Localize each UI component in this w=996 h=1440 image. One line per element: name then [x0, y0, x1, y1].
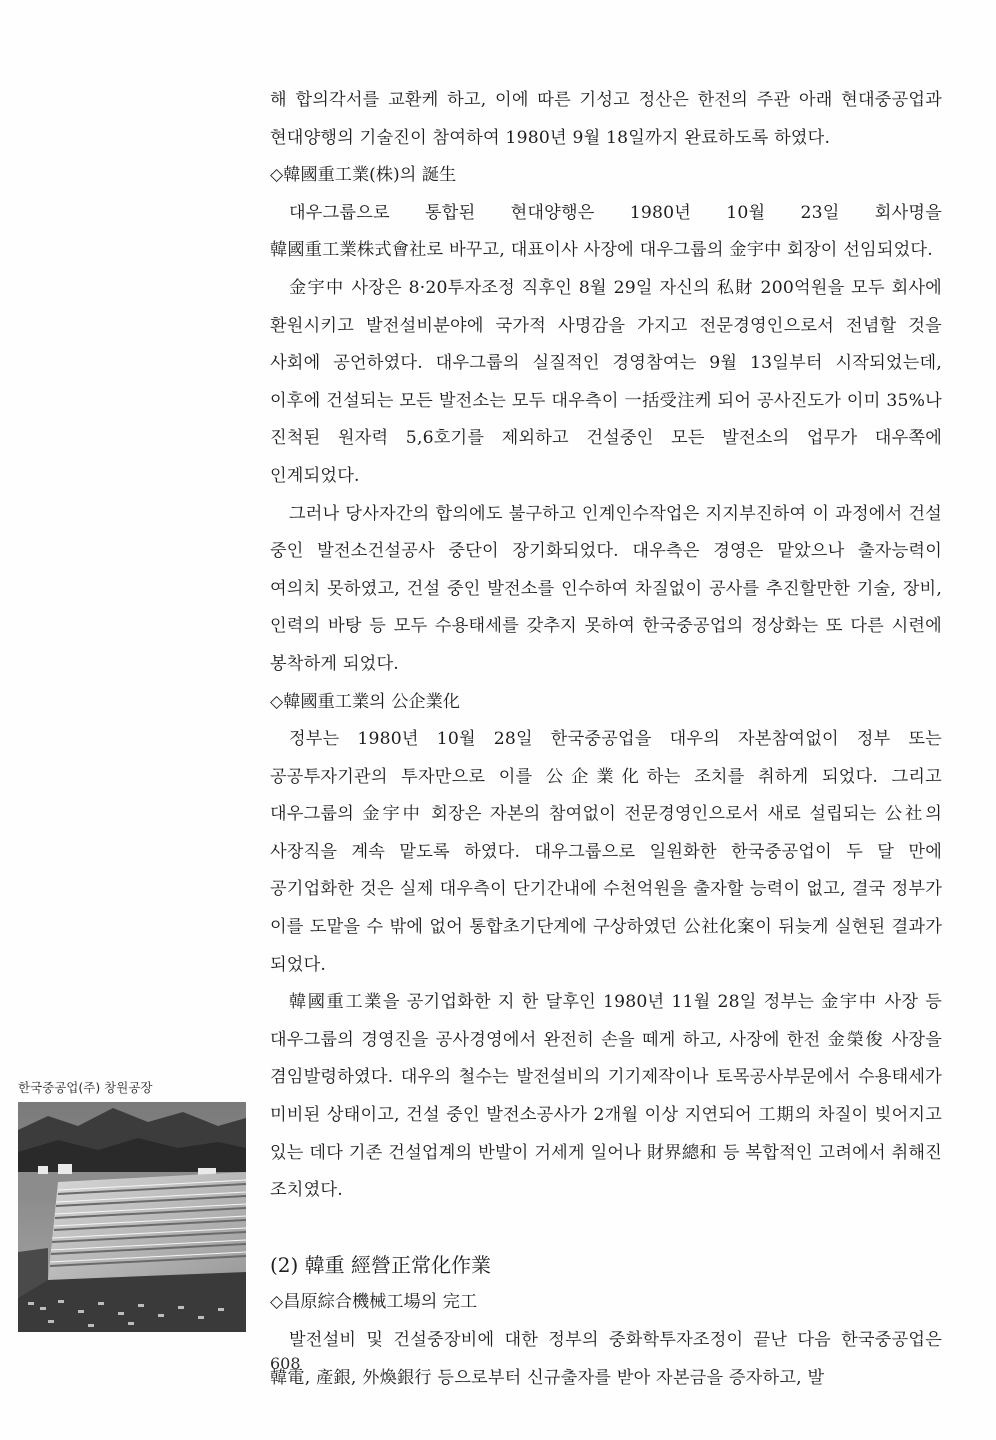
subheading-public-enterprise: ◇韓國重工業의 公企業化 [270, 691, 460, 712]
paragraph: 그러나 당사자간의 합의에도 불구하고 인계인수작업은 지지부진하여 이 과정에서 건설 중인 발전소건설공사 중단이 장기화되었다. 대우측은 경영은 맡았으나 출자능력이 여의치 못하였고, 건설 중인 발전소를 인수하여 차질없이 공사를 추진할만한 기술, 장비, 인력의 바탕 등 모두 수용태세를 갖추지 못하여 한국중공업의 정상화는 또 다른 시련에 봉착하게 되었다. [270, 503, 942, 674]
photo-caption: 한국중공업(주) 창원공장 [18, 1080, 153, 1095]
paragraph: 대우그룹으로 통합된 현대양행은 1980년 10월 23일 회사명을 韓國重工業株式會社로 바꾸고, 대표이사 사장에 대우그룹의 金宇中 회장이 선임되었다. [270, 202, 942, 261]
section-gap [270, 1210, 942, 1247]
page-number: 608 [270, 1354, 301, 1373]
paragraph-continuation: 해 합의각서를 교환케 하고, 이에 따른 기성고 정산은 한전의 주관 아래 현대중공업과 현대양행의 기술진이 참여하여 1980년 9월 18일까지 완료하도록 하였다. [270, 90, 942, 148]
subheading-hanjung-birth: ◇韓國重工業(株)의 誕生 [270, 165, 457, 186]
section-title: (2) 韓重 經營正常化作業 [270, 1252, 492, 1277]
subheading-changwon-plant: ◇昌原綜合機械工場의 完工 [270, 1292, 478, 1313]
paragraph: 정부는 1980년 10월 28일 한국중공업을 대우의 자본참여없이 정부 또는 공공투자기관의 투자만으로 이를 公企業化하는 조치를 취하게 되었다. 그리고 대우그룹의 金宇中 회장은 자본의 참여없이 전문경영인으로서 새로 설립되는 公社의 사장직을 계속 맡도록 하였다. 대우그룹으로 일원화한 한국중공업이 두 달 만에 공기업화한 것은 실제 대우측이 단기간내에 수천억원을 출자할 능력이 없고, 결국 정부가 이를 도맡을 수 밖에 없어 통합초기단계에 구상하였던 公社化案이 뒤늦게 실현된 결과가 되었다. [270, 729, 942, 975]
paragraph: 韓國重工業을 공기업화한 지 한 달후인 1980년 11월 28일 정부는 金宇中 사장 등 대우그룹의 경영진을 공사경영에서 완전히 손을 떼게 하고, 사장에 한전 金榮俊 사장을 겸임발령하였다. 대우의 철수는 발전설비의 기기제작이나 토목공사부문에서 수용태세가 미비된 상태이고, 건설 중인 발전소공사가 2개월 이상 지연되어 工期의 차질이 빚어지고 있는 데다 기존 건설업계의 반발이 거세게 일어나 財界總和 등 복합적인 고려에서 취해진 조치였다. [270, 992, 942, 1201]
paragraph: 金宇中 사장은 8·20투자조정 직후인 8월 29일 자신의 私財 200억원을 모두 회사에 환원시키고 발전설비분야에 국가적 사명감을 가지고 전문경영인으로서 전념할 것을 사회에 공언하였다. 대우그룹의 실질적인 경영참여는 9월 13일부터 시작되었는데, 이후에 건설되는 모든 발전소는 모두 대우측이 一括受注케 되어 공사진도가 이미 35%나 진척된 원자력 5,6호기를 제외하고 건설중인 모든 발전소의 업무가 대우쪽에 인계되었다. [270, 277, 942, 486]
main-text-column [270, 82, 942, 1397]
paragraph: 발전설비 및 건설중장비에 대한 정부의 중화학투자조정이 끝난 다음 한국중공업은 韓電, 產銀, 外煥銀行 등으로부터 신규출자를 받아 자본금을 증자하고, 발 [270, 1330, 942, 1388]
factory-photo [18, 1102, 246, 1332]
